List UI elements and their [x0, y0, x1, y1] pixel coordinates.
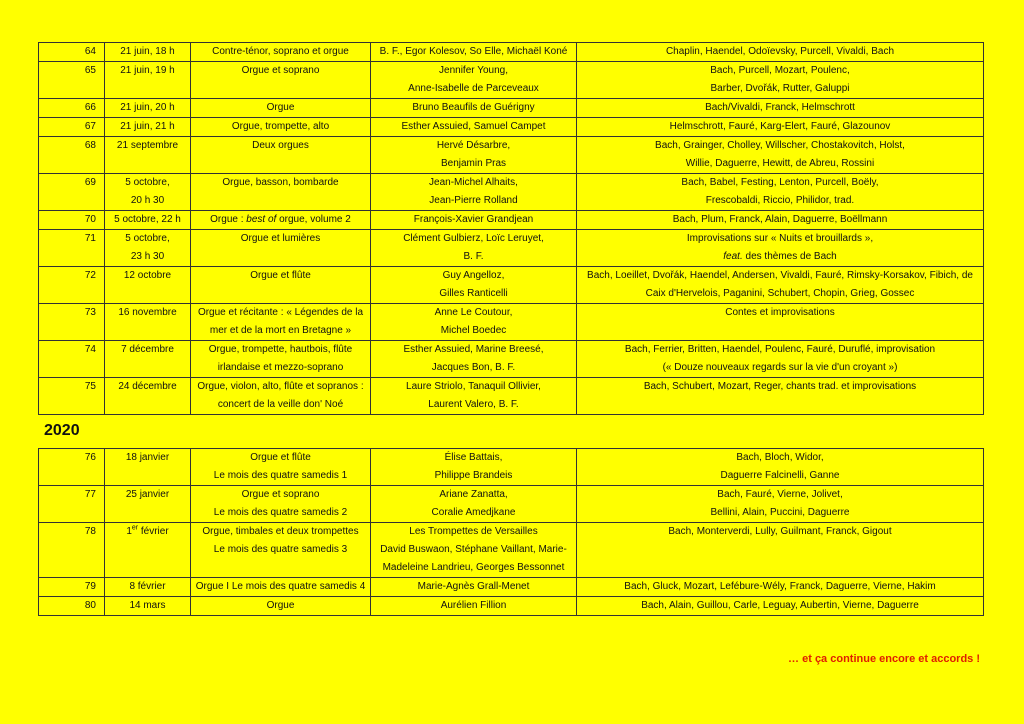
date-line: 21 juin, 19 h: [120, 65, 175, 76]
composers-line: Chaplin, Haendel, Odoïevsky, Purcell, Vivaldi, Bach: [665, 46, 895, 57]
concert-number: 68: [39, 137, 105, 174]
composers-rest: des thèmes de Bach: [742, 251, 837, 262]
composers-line: Daguerre Falcinelli, Ganne: [720, 470, 840, 481]
instruments-line: Le mois des quatre samedis 3: [213, 544, 348, 555]
concert-composers: [577, 118, 984, 137]
concert-instruments: [191, 378, 371, 415]
performers-line: Jacques Bon, B. F.: [431, 362, 516, 373]
table-row: [39, 118, 984, 137]
performers-line: Clément Gulbierz, Loïc Leruyet,: [403, 233, 544, 244]
concert-date: [105, 578, 191, 597]
performers-line: Les Trompettes de Versailles: [409, 526, 538, 537]
concert-composers: [577, 449, 984, 486]
composers-line: Barber, Dvořák, Rutter, Galuppi: [710, 83, 850, 94]
performers-line: Laure Striolo, Tanaquil Ollivier,: [406, 381, 541, 392]
table-row: [39, 597, 984, 616]
instruments-line: mer et de la mort en Bretagne »: [209, 325, 352, 336]
concert-date: [105, 378, 191, 415]
table-row: [39, 137, 984, 174]
footer-text: … et ça continue encore et accords !: [788, 653, 980, 665]
composers-line: Bach, Ferrier, Britten, Haendel, Poulenc, Fauré, Duruflé, improvisation: [624, 344, 936, 355]
concert-date: [105, 43, 191, 62]
concert-performers: [371, 304, 577, 341]
concert-performers: [371, 449, 577, 486]
date-ordinal: er: [131, 524, 139, 532]
composers-line: Helmschrott, Fauré, Karg-Elert, Fauré, Glazounov: [669, 121, 891, 132]
performers-line: B. F., Egor Kolesov, So Elle, Michaël Koné: [379, 46, 568, 57]
date-line: 20 h 30: [130, 195, 165, 206]
instruments-line: Orgue, violon, alto, flûte et sopranos :: [197, 381, 364, 392]
concert-instruments: [191, 578, 371, 597]
table-row: [39, 341, 984, 378]
instruments-line: Orgue et soprano: [241, 489, 320, 500]
concert-number: 72: [39, 267, 105, 304]
date-line: 5 octobre,: [125, 177, 170, 188]
composers-line: Improvisations sur « Nuits et brouillards »,: [686, 233, 874, 244]
instruments-italic: best of: [246, 214, 277, 225]
instruments-line: Orgue I Le mois des quatre samedis 4: [195, 581, 366, 592]
instruments-line: Orgue et flûte: [250, 452, 311, 463]
concert-instruments: [191, 62, 371, 99]
concert-number: 70: [39, 211, 105, 230]
concert-instruments: [191, 230, 371, 267]
concert-composers: [577, 174, 984, 211]
concert-number: 76: [39, 449, 105, 486]
concert-date: [105, 137, 191, 174]
concert-performers: [371, 267, 577, 304]
performers-line: Marie-Agnès Grall-Menet: [417, 581, 530, 592]
date-line: 8 février: [129, 581, 166, 592]
concert-number: 74: [39, 341, 105, 378]
date-line: 24 décembre: [118, 381, 177, 392]
concert-instruments: [191, 523, 371, 578]
performers-line: François-Xavier Grandjean: [413, 214, 534, 225]
concert-date: [105, 341, 191, 378]
concert-composers: [577, 523, 984, 578]
concert-performers: [371, 486, 577, 523]
concert-number: 71: [39, 230, 105, 267]
concert-number: 66: [39, 99, 105, 118]
concert-number: 79: [39, 578, 105, 597]
date-line: 21 juin, 18 h: [120, 46, 175, 57]
table-row: [39, 449, 984, 486]
table-row: [39, 378, 984, 415]
year-heading: 2020: [44, 422, 80, 439]
concert-composers: [577, 578, 984, 597]
concert-performers: [371, 578, 577, 597]
date-day: 1: [126, 526, 132, 537]
concert-date: [105, 62, 191, 99]
composers-line: Willie, Daguerre, Hewitt, de Abreu, Rossini: [685, 158, 875, 169]
concert-performers: [371, 341, 577, 378]
instruments-line: Orgue, timbales et deux trompettes: [202, 526, 359, 537]
concert-date: [105, 449, 191, 486]
table-row: [39, 523, 984, 578]
composers-line: Bach, Fauré, Vierne, Jolivet,: [717, 489, 843, 500]
instruments-line: Orgue et récitante : « Légendes de la: [197, 307, 364, 318]
composers-line: Bach, Loeillet, Dvořák, Haendel, Andersen, Vivaldi, Fauré, Rimsky-Korsakov, Fibich, de: [587, 270, 973, 281]
performers-line: David Buswaon, Stéphane Vaillant, Marie-: [380, 544, 567, 555]
composers-line: Contes et improvisations: [725, 307, 835, 318]
performers-line: Esther Assuied, Marine Breesé,: [403, 344, 544, 355]
date-month: février: [138, 526, 169, 537]
concert-date: [105, 99, 191, 118]
composers-line: Bach, Alain, Guillou, Carle, Leguay, Aubertin, Vierne, Daguerre: [641, 600, 919, 611]
concert-performers: [371, 118, 577, 137]
concert-instruments: [191, 99, 371, 118]
performers-line: Aurélien Fillion: [440, 600, 507, 611]
concert-instruments: [191, 174, 371, 211]
performers-line: Élise Battais,: [444, 452, 503, 463]
concert-composers: [577, 211, 984, 230]
table-row: [39, 62, 984, 99]
concert-composers: [577, 304, 984, 341]
performers-line: Gilles Ranticelli: [439, 288, 508, 299]
instruments-line: [195, 211, 366, 229]
table-row: [39, 267, 984, 304]
concerts-table-2020: [38, 448, 984, 616]
composers-line: Bach, Babel, Festing, Lenton, Purcell, Boëly,: [681, 177, 879, 188]
concert-composers: [577, 230, 984, 267]
concert-instruments: [191, 118, 371, 137]
concert-number: 78: [39, 523, 105, 578]
instruments-line: Orgue: [266, 102, 295, 113]
concert-composers: [577, 43, 984, 62]
performers-line: B. F.: [463, 251, 484, 262]
concert-instruments: [191, 211, 371, 230]
performers-line: Laurent Valero, B. F.: [428, 399, 519, 410]
performers-line: Guy Angelloz,: [442, 270, 505, 281]
table-row: [39, 174, 984, 211]
concert-instruments: [191, 267, 371, 304]
date-line: 12 octobre: [123, 270, 172, 281]
composers-line: Bach, Plum, Franck, Alain, Daguerre, Boëllmann: [672, 214, 888, 225]
instruments-line: Orgue, trompette, alto: [231, 121, 330, 132]
concert-performers: [371, 137, 577, 174]
instruments-line: concert de la veille don' Noé: [217, 399, 344, 410]
performers-line: Madeleine Landrieu, Georges Bessonnet: [382, 562, 565, 573]
concert-number: 64: [39, 43, 105, 62]
performers-line: Anne Le Coutour,: [434, 307, 513, 318]
concert-composers: [577, 62, 984, 99]
composers-line: Caix d'Hervelois, Paganini, Schubert, Chopin, Grieg, Gossec: [645, 288, 915, 299]
concert-instruments: [191, 449, 371, 486]
instruments-line: Orgue: [266, 600, 295, 611]
instruments-line: irlandaise et mezzo-soprano: [217, 362, 344, 373]
concert-instruments: [191, 486, 371, 523]
performers-line: Michel Boedec: [440, 325, 507, 336]
concert-performers: [371, 174, 577, 211]
composers-line: (« Douze nouveaux regards sur la vie d'un croyant »): [662, 362, 898, 373]
performers-line: Hervé Désarbre,: [436, 140, 511, 151]
concert-composers: [577, 378, 984, 415]
instruments-prefix: Orgue :: [210, 214, 247, 225]
table-row: [39, 304, 984, 341]
composers-line: [581, 248, 979, 266]
concert-number: 80: [39, 597, 105, 616]
concert-date: [105, 267, 191, 304]
concert-number: 75: [39, 378, 105, 415]
date-line: [109, 523, 186, 541]
instruments-line: Orgue et flûte: [250, 270, 311, 281]
performers-line: Jean-Michel Alhaits,: [429, 177, 518, 188]
composers-line: Bach, Bloch, Widor,: [736, 452, 824, 463]
concert-performers: [371, 62, 577, 99]
concert-performers: [371, 523, 577, 578]
concert-number: 69: [39, 174, 105, 211]
concert-performers: [371, 211, 577, 230]
performers-line: Coralie Amedjkane: [431, 507, 516, 518]
concert-instruments: [191, 43, 371, 62]
instruments-line: Orgue et lumières: [240, 233, 321, 244]
instruments-line: Orgue, trompette, hautbois, flûte: [208, 344, 353, 355]
date-line: 5 octobre,: [125, 233, 170, 244]
concert-instruments: [191, 341, 371, 378]
composers-italic: feat.: [723, 251, 743, 262]
concert-date: [105, 486, 191, 523]
date-line: 16 novembre: [118, 307, 177, 318]
performers-line: Ariane Zanatta,: [439, 489, 508, 500]
concert-date: [105, 211, 191, 230]
concert-performers: [371, 378, 577, 415]
concert-composers: [577, 267, 984, 304]
table-row: [39, 230, 984, 267]
composers-line: Bach, Purcell, Mozart, Poulenc,: [710, 65, 850, 76]
composers-line: Frescobaldi, Riccio, Philidor, trad.: [705, 195, 855, 206]
composers-line: Bellini, Alain, Puccini, Daguerre: [710, 507, 850, 518]
composers-line: Bach, Monterverdi, Lully, Guilmant, Franck, Gigout: [668, 526, 892, 537]
concert-composers: [577, 597, 984, 616]
date-line: 25 janvier: [125, 489, 170, 500]
instruments-suffix: orgue, volume 2: [276, 214, 351, 225]
date-line: 23 h 30: [130, 251, 165, 262]
instruments-line: Le mois des quatre samedis 1: [213, 470, 348, 481]
performers-line: Jennifer Young,: [439, 65, 508, 76]
concerts-table-2019: [38, 42, 984, 415]
table-row: [39, 486, 984, 523]
concert-date: [105, 230, 191, 267]
concert-number: 77: [39, 486, 105, 523]
composers-line: Bach, Schubert, Mozart, Reger, chants trad. et improvisations: [643, 381, 917, 392]
composers-line: Bach, Gluck, Mozart, Lefébure-Wély, Franck, Daguerre, Vierne, Hakim: [624, 581, 936, 592]
concert-performers: [371, 43, 577, 62]
concert-instruments: [191, 137, 371, 174]
instruments-line: Orgue et soprano: [241, 65, 320, 76]
performers-line: Bruno Beaufils de Guérigny: [412, 102, 535, 113]
date-line: 7 décembre: [121, 344, 174, 355]
composers-line: Bach/Vivaldi, Franck, Helmschrott: [705, 102, 855, 113]
performers-line: Benjamin Pras: [440, 158, 507, 169]
performers-line: Esther Assuied, Samuel Campet: [401, 121, 546, 132]
concert-composers: [577, 486, 984, 523]
composers-line: Bach, Grainger, Cholley, Willscher, Chostakovitch, Holst,: [655, 140, 905, 151]
concert-composers: [577, 137, 984, 174]
concert-number: 67: [39, 118, 105, 137]
date-line: 21 juin, 20 h: [120, 102, 175, 113]
concert-number: 73: [39, 304, 105, 341]
instruments-line: Orgue, basson, bombarde: [222, 177, 339, 188]
concert-date: [105, 304, 191, 341]
concert-date: [105, 118, 191, 137]
performers-line: Anne-Isabelle de Parceveaux: [408, 83, 539, 94]
concert-performers: [371, 99, 577, 118]
instruments-line: Contre-ténor, soprano et orgue: [212, 46, 349, 57]
date-line: 21 septembre: [116, 140, 179, 151]
date-line: 18 janvier: [125, 452, 170, 463]
date-line: 5 octobre, 22 h: [114, 214, 181, 225]
date-line: 14 mars: [129, 600, 166, 611]
table-row: [39, 99, 984, 118]
table-row: [39, 211, 984, 230]
concert-composers: [577, 99, 984, 118]
concert-date: [105, 597, 191, 616]
date-line: 21 juin, 21 h: [120, 121, 175, 132]
table-row: [39, 43, 984, 62]
concert-performers: [371, 230, 577, 267]
performers-line: Jean-Pierre Rolland: [429, 195, 518, 206]
performers-line: Philippe Brandeis: [434, 470, 513, 481]
instruments-line: Deux orgues: [252, 140, 309, 151]
concert-date: [105, 174, 191, 211]
concert-number: 65: [39, 62, 105, 99]
concert-instruments: [191, 597, 371, 616]
concert-instruments: [191, 304, 371, 341]
concert-composers: [577, 341, 984, 378]
instruments-line: Le mois des quatre samedis 2: [213, 507, 348, 518]
table-row: [39, 578, 984, 597]
concert-date: [105, 523, 191, 578]
concert-performers: [371, 597, 577, 616]
